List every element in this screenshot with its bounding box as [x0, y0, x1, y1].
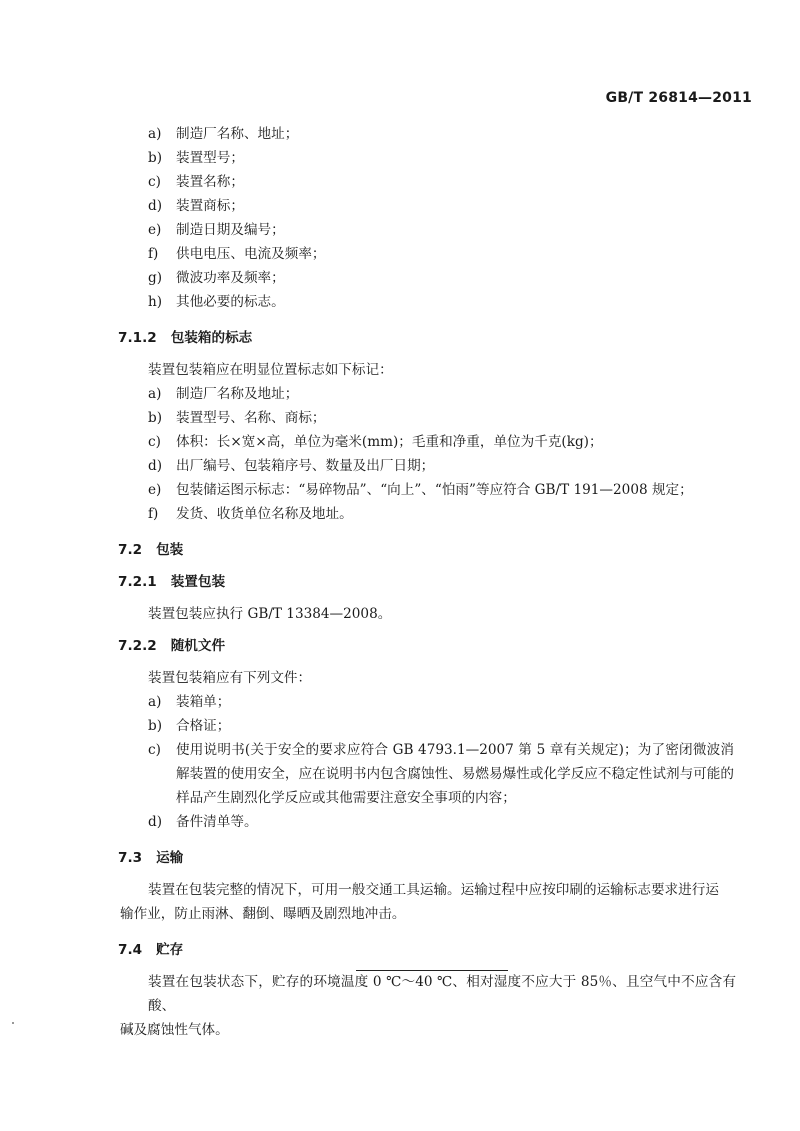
list-item: d) 出厂编号、包装箱序号、数量及出厂日期；	[148, 458, 435, 474]
list-7-2-2	[0, 690, 800, 834]
paragraph-7-3: 装置在包装完整的情况下，可用一般交通工具运输。运输过程中应按印刷的运输标志要求进行运 输作业，防止雨淋、翻倒、曝晒及剧烈地冲击。	[120, 882, 719, 922]
scan-speck	[12, 1022, 14, 1024]
list-item: b) 合格证；	[148, 718, 231, 734]
list-item: f) 发货、收货单位名称及地址。	[148, 506, 353, 522]
paragraph-7-2-2-intro: 装置包装箱应有下列文件：	[148, 670, 312, 686]
list-item: a) 制造厂名称及地址；	[148, 386, 299, 402]
list-item: b) 装置型号、名称、商标；	[148, 410, 326, 426]
heading-7-2: 7.2 包装	[118, 542, 184, 558]
paragraph-7-2-1: 装置包装应执行 GB/T 13384—2008。	[148, 606, 392, 622]
list-item: a) 制造厂名称、地址；	[148, 126, 299, 142]
document-body	[0, 122, 800, 1042]
list-item: d) 装置商标；	[148, 198, 244, 214]
standard-code: GB/T 26814—2011	[605, 90, 752, 106]
end-rule	[356, 970, 508, 971]
paragraph-7-4: 装置在包装状态下，贮存的环境温度 0 ℃～40 ℃、相对湿度不应大于 85％、且空气中不应含有酸、 碱及腐蚀性气体。	[120, 974, 736, 1038]
list-item: b) 装置型号；	[148, 150, 244, 166]
list-7-1-1	[0, 122, 800, 314]
list-item: e) 制造日期及编号；	[148, 222, 285, 238]
list-item: d) 备件清单等。	[148, 814, 258, 830]
list-item: c) 使用说明书(关于安全的要求应符合 GB 4793.1—2007 第 5 章有关规定)；为了密闭微波消解装置的使用安全，应在说明书内包含腐蚀性、易燃易爆性或化学反应不稳定性试剂与可能的样品产生剧烈化学反应或其他需要注意安全事项的内容；	[148, 742, 734, 806]
heading-7-4: 7.4 贮存	[118, 942, 184, 958]
heading-7-3: 7.3 运输	[118, 850, 184, 866]
list-item: f) 供电电压、电流及频率；	[148, 246, 326, 262]
list-item: c) 体积：长×宽×高，单位为毫米(mm)；毛重和净重，单位为千克(kg)；	[148, 434, 603, 450]
heading-7-2-2: 7.2.2 随机文件	[118, 638, 226, 654]
list-7-1-2	[0, 382, 800, 526]
paragraph-7-1-2-intro: 装置包装箱应在明显位置标志如下标记：	[148, 362, 393, 378]
heading-7-2-1: 7.2.1 装置包装	[118, 574, 226, 590]
list-item: a) 装箱单；	[148, 694, 231, 710]
heading-7-1-2: 7.1.2 包装箱的标志	[118, 330, 253, 346]
list-item: c) 装置名称；	[148, 174, 244, 190]
list-item: e) 包装储运图示标志：“易碎物品”、“向上”、“怕雨”等应符合 GB/T 191—2008 规定；	[148, 482, 693, 498]
list-item: g) 微波功率及频率；	[148, 270, 285, 286]
list-item: h) 其他必要的标志。	[148, 294, 285, 310]
